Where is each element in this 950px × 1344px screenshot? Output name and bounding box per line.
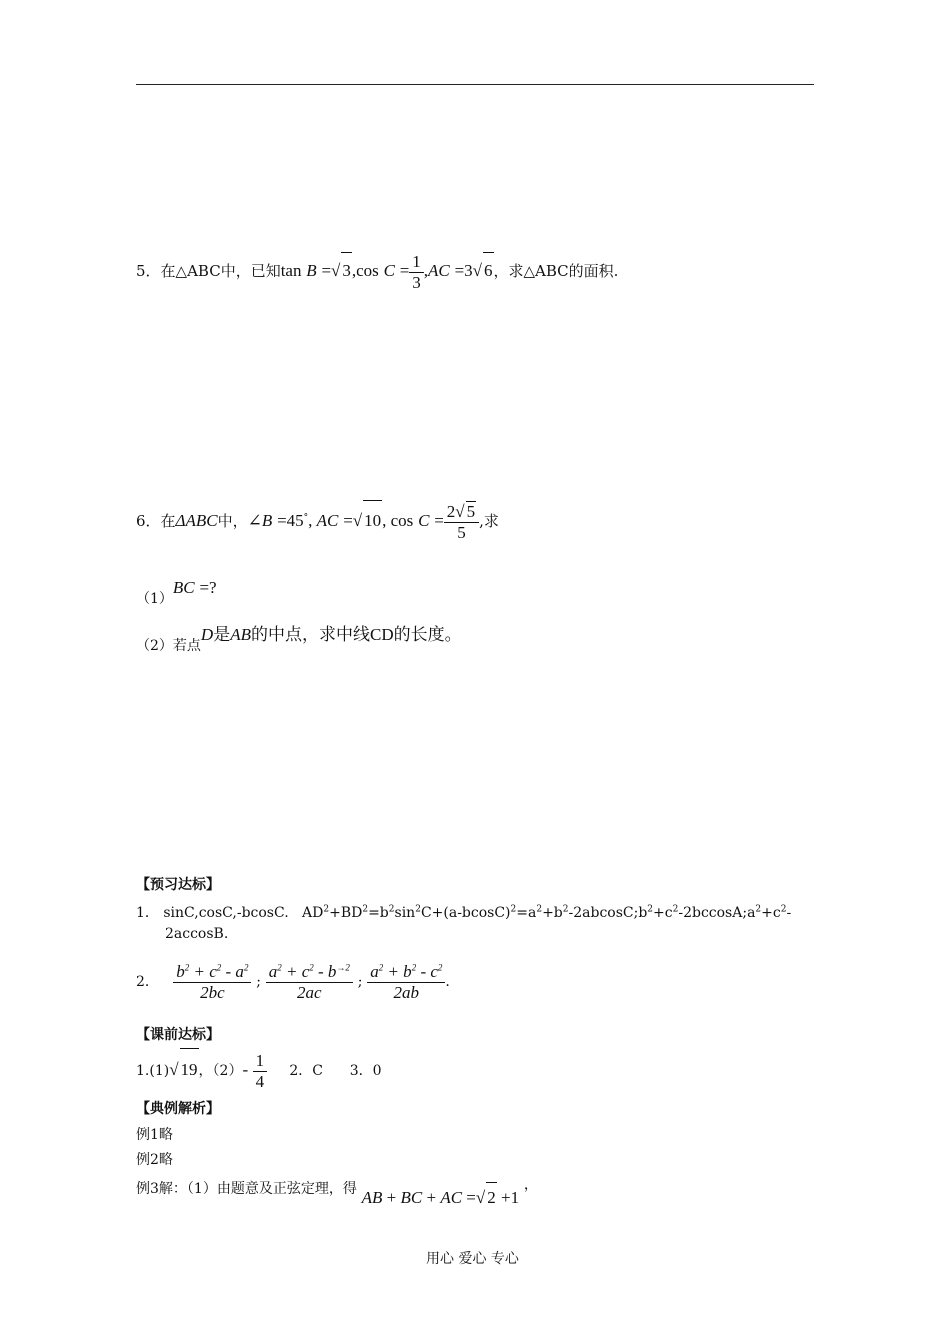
q6-frac-coef: 2 [446,502,456,522]
k1-minus: - [242,1060,249,1079]
q5-cos: cos [356,261,379,281]
answer-1-line: 1． sinC,cosC,-bcosC. $AD^2+BD^2=b^2\sin^2C+(a-bcosC)^2=a^2+b^2-2abcosC;b^2+c^2-2bccosA;a^2+c^2-$ [136,904,792,921]
q6-sqrt10: 10 [363,500,382,541]
answer-2-line [136,956,450,1007]
a1-g: =a [516,905,537,921]
ex3-bc: BC [400,1188,423,1207]
ex3-sqrt: 2 [486,1182,497,1213]
q6-part2-d: D [200,625,214,644]
q6-part-1 [136,573,217,607]
example-1: 例1略 [136,1127,173,1143]
q5-sqrt3: 3 [341,252,352,289]
q6-fraction: $\frac{2√ 5}{5}$ [444,501,479,542]
a1-c: +BD [329,905,363,921]
a1-num: 1． [136,905,159,921]
a2-end-dot: . [445,974,450,990]
preclass-answers: 1.(1)√ 19，（2）- $\frac{1}{4}$ 2．C 3．0 [136,1048,382,1092]
q6-cos: cos [390,511,414,530]
q6-part2-end: 的长度。 [393,625,462,645]
q6-part2-label: （2）若点 [136,638,201,654]
a1-l: +c [761,905,781,921]
footer-motto: 用心 爱心 专心 [426,1251,519,1267]
q6-part2-rest: 的中点，求中线 [250,625,370,645]
section-title-preclass: 【课前达标】 [136,1027,220,1043]
a1-d: =b [368,905,389,921]
a1-h: +b [542,905,563,921]
a1-m: - [786,905,792,921]
q5-eq3: = [454,261,465,281]
a2-num: 2． [136,974,159,990]
q6-zhong: 中， [217,512,248,530]
a1-f: C+(a-bcosC) [420,905,511,921]
a1-j: +c [653,905,673,921]
q5-eq1: = [321,261,332,281]
q6-eq2: = [343,511,353,530]
section-title-examples: 【典例解析】 [136,1101,220,1117]
example-3: 例3解：（1）由题意及正弦定理，得 AB + BC + AC =√ 2 +1 ， [136,1172,538,1204]
k2-answer: 2．C [289,1063,323,1079]
q5-sqrt6: 6 [483,252,494,289]
ex3-ab: AB [361,1188,383,1207]
q6-part1-expr: BC [172,578,195,597]
q6-qiu: ,求 [479,512,499,530]
q6-part-2 [136,620,462,654]
q5-frac-den: 3 [409,272,424,293]
ex3-ac: AC [440,1188,463,1207]
question-6: 6．在ΔABC中，∠B =45°, AC =√ 10, cos C = $\frac{2√ 5}{5}$ ,求 [136,500,499,543]
q5-frac-num: 1 [412,252,421,271]
k1-mid: ，（2） [198,1063,243,1079]
a2-sep-2: ; [357,974,363,990]
a1-i: -2abcosC;b [568,905,648,921]
q5-ac: AC [428,261,450,281]
q5-text-before: 在△ABC中，已知 [160,262,281,281]
q6-deg-val: 45 [286,511,304,530]
q6-part2-ab: AB [230,625,251,644]
q6-part1-eq: =? [199,578,217,597]
a2-fraction-2: $\frac{a^2 + c^2 - b^{\to 2}}{2ac}$ [266,962,353,1002]
q5-comma2: , [423,261,429,281]
section-title-preview: 【预习达标】 [136,877,220,893]
q5-tan: tan [280,261,302,281]
q6-part2-shi: 是 [213,625,231,645]
ex3-comma: ， [523,1177,538,1193]
q5-eq2: = [399,261,410,281]
q6-eq3: = [434,511,444,530]
q6-b: B [261,511,273,530]
q6-number: 6．在 [136,512,176,530]
q5-coef: 3 [464,261,473,281]
k1-prefix: 1.(1) [136,1063,170,1079]
q6-angle: ∠ [247,511,262,530]
a2-fraction-3: $\frac{a^2 + b^2 - c^2}{2ab}$ [367,962,445,1002]
k1-fraction: $\frac{1}{4}$ [253,1051,268,1091]
a1-b: AD [302,905,324,921]
q6-c: C [418,511,430,530]
q6-frac-den: 5 [444,522,479,543]
header-rule [136,84,814,85]
a1-a: sinC,cosC,-bcosC. [163,905,289,921]
k3-answer: 3．0 [349,1063,382,1079]
q5-comma1: , [351,261,357,281]
q6-part2-cd: CD [369,625,394,644]
q6-part1-label: （1） [136,591,173,607]
q5-text-after: ，求△ABC的面积. [493,262,619,281]
ex3-text: 例3解：（1）由题意及正弦定理，得 [136,1181,357,1197]
question-5: 5．在△ABC中，已知tan B =√ 3,cos C = $\frac{1}{3}$ ,AC =3√ 6，求△ABC的面积. [136,252,619,292]
a1-k: -2bccosA;a [678,905,756,921]
q6-deg: ° [303,513,309,523]
q6-frac-sqrt: 5 [466,502,476,522]
q6-triangle: ΔABC [175,511,218,530]
q5-number: 5． [136,262,161,281]
q5-b: B [306,261,317,281]
q6-ac: AC [316,511,339,530]
q5-fraction [409,252,424,292]
k1-sqrt: 19 [180,1048,199,1091]
a2-sep-1: ; [256,974,261,990]
example-2: 例2略 [136,1152,173,1168]
answer-1-continuation: 2accosB. [165,926,229,942]
q5-c: C [383,261,395,281]
q6-eq1: = [277,511,287,530]
a1-e: sin [394,905,416,921]
a2-fraction-1: $\frac{b^2 + c^2 - a^2}{2bc}$ [173,962,251,1002]
